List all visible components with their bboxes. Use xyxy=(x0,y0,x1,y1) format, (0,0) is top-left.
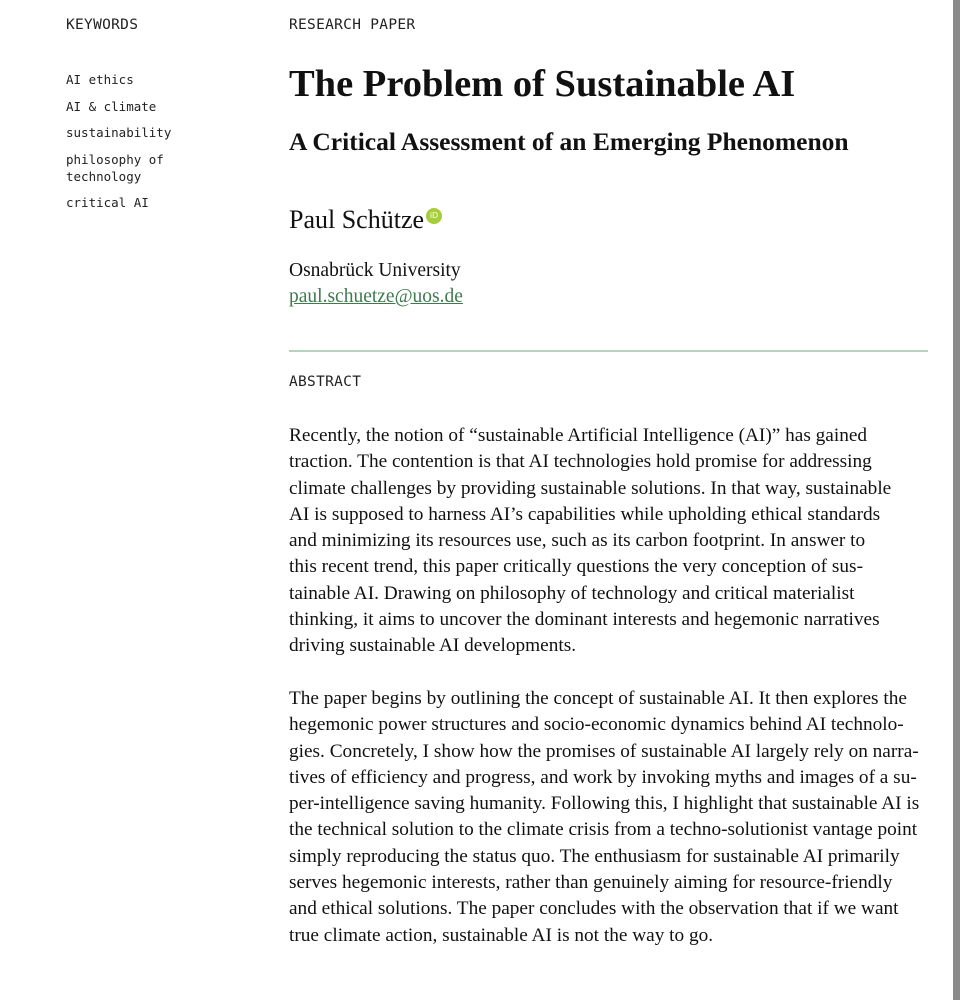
author-name[interactable]: Paul Schütze xyxy=(289,205,425,234)
abstract-line: tives of efficiency and progress, and work by invoking myths and images of a su- xyxy=(289,766,917,788)
affiliation-block xyxy=(289,258,463,310)
abstract-line: and minimizing its resources use, such as its carbon footprint. In answer to xyxy=(289,530,866,552)
abstract-line: driving sustainable AI developments. xyxy=(289,635,577,657)
abstract-body xyxy=(289,423,929,975)
keyword: AI ethics xyxy=(66,72,134,87)
abstract-heading: ABSTRACT xyxy=(289,374,362,390)
keywords-heading: KEYWORDS xyxy=(66,17,139,33)
keyword: AI & climate xyxy=(66,98,157,114)
divider xyxy=(289,350,928,352)
abstract-line: per-intelligence saving humanity. Following this, I highlight that sustainable AI is xyxy=(289,793,920,815)
keyword: philosophy of technology xyxy=(66,151,164,184)
abstract-line: and ethical solutions. The paper concludes with the observation that if we want xyxy=(289,898,899,920)
abstract-line: this recent trend, this paper critically questions the very conception of sus- xyxy=(289,556,863,578)
article-type-label: RESEARCH PAPER xyxy=(289,17,416,33)
abstract-line: traction. The contention is that AI technologies hold promise for addressing xyxy=(289,451,872,473)
abstract-line: the technical solution to the climate crisis from a techno-solutionist vantage point xyxy=(289,819,918,841)
abstract-paragraph xyxy=(289,686,929,949)
abstract-line: gies. Concretely, I show how the promises of sustainable AI largely rely on narra- xyxy=(289,740,919,762)
keyword: sustainability xyxy=(66,125,172,140)
abstract-line: simply reproducing the status quo. The enthusiasm for sustainable AI primarily xyxy=(289,845,900,867)
abstract-line: thinking, it aims to uncover the dominant interests and hegemonic narratives xyxy=(289,609,880,631)
paper-subtitle: A Critical Assessment of an Emerging Phenomenon xyxy=(289,127,849,156)
abstract-line: climate challenges by providing sustainable solutions. In that way, sustainable xyxy=(289,477,892,499)
abstract-line: AI is supposed to harness AI’s capabilities while upholding ethical standards xyxy=(289,503,881,525)
abstract-line: true climate action, sustainable AI is not the way to go. xyxy=(289,924,714,946)
author-email-link[interactable]: paul.schuetze@uos.de xyxy=(289,286,463,307)
scrollbar[interactable] xyxy=(953,0,960,1000)
abstract-line: Recently, the notion of “sustainable Artificial Intelligence (AI)” has gained xyxy=(289,425,868,446)
abstract-line: The paper begins by outlining the concept of sustainable AI. It then explores the xyxy=(289,687,907,709)
author xyxy=(289,205,442,235)
paper-title: The Problem of Sustainable AI xyxy=(289,63,796,105)
keywords-list xyxy=(66,71,206,221)
keyword: critical AI xyxy=(66,195,149,210)
abstract-paragraph xyxy=(289,423,929,660)
abstract-line: tainable AI. Drawing on philosophy of technology and critical materialist xyxy=(289,582,855,604)
abstract-line: hegemonic power structures and socio-economic dynamics behind AI technolo- xyxy=(289,714,904,736)
orcid-icon[interactable]: iD xyxy=(426,208,442,224)
abstract-line: serves hegemonic interests, rather than genuinely aiming for resource-friendly xyxy=(289,872,893,894)
affiliation: Osnabrück University xyxy=(289,260,461,281)
